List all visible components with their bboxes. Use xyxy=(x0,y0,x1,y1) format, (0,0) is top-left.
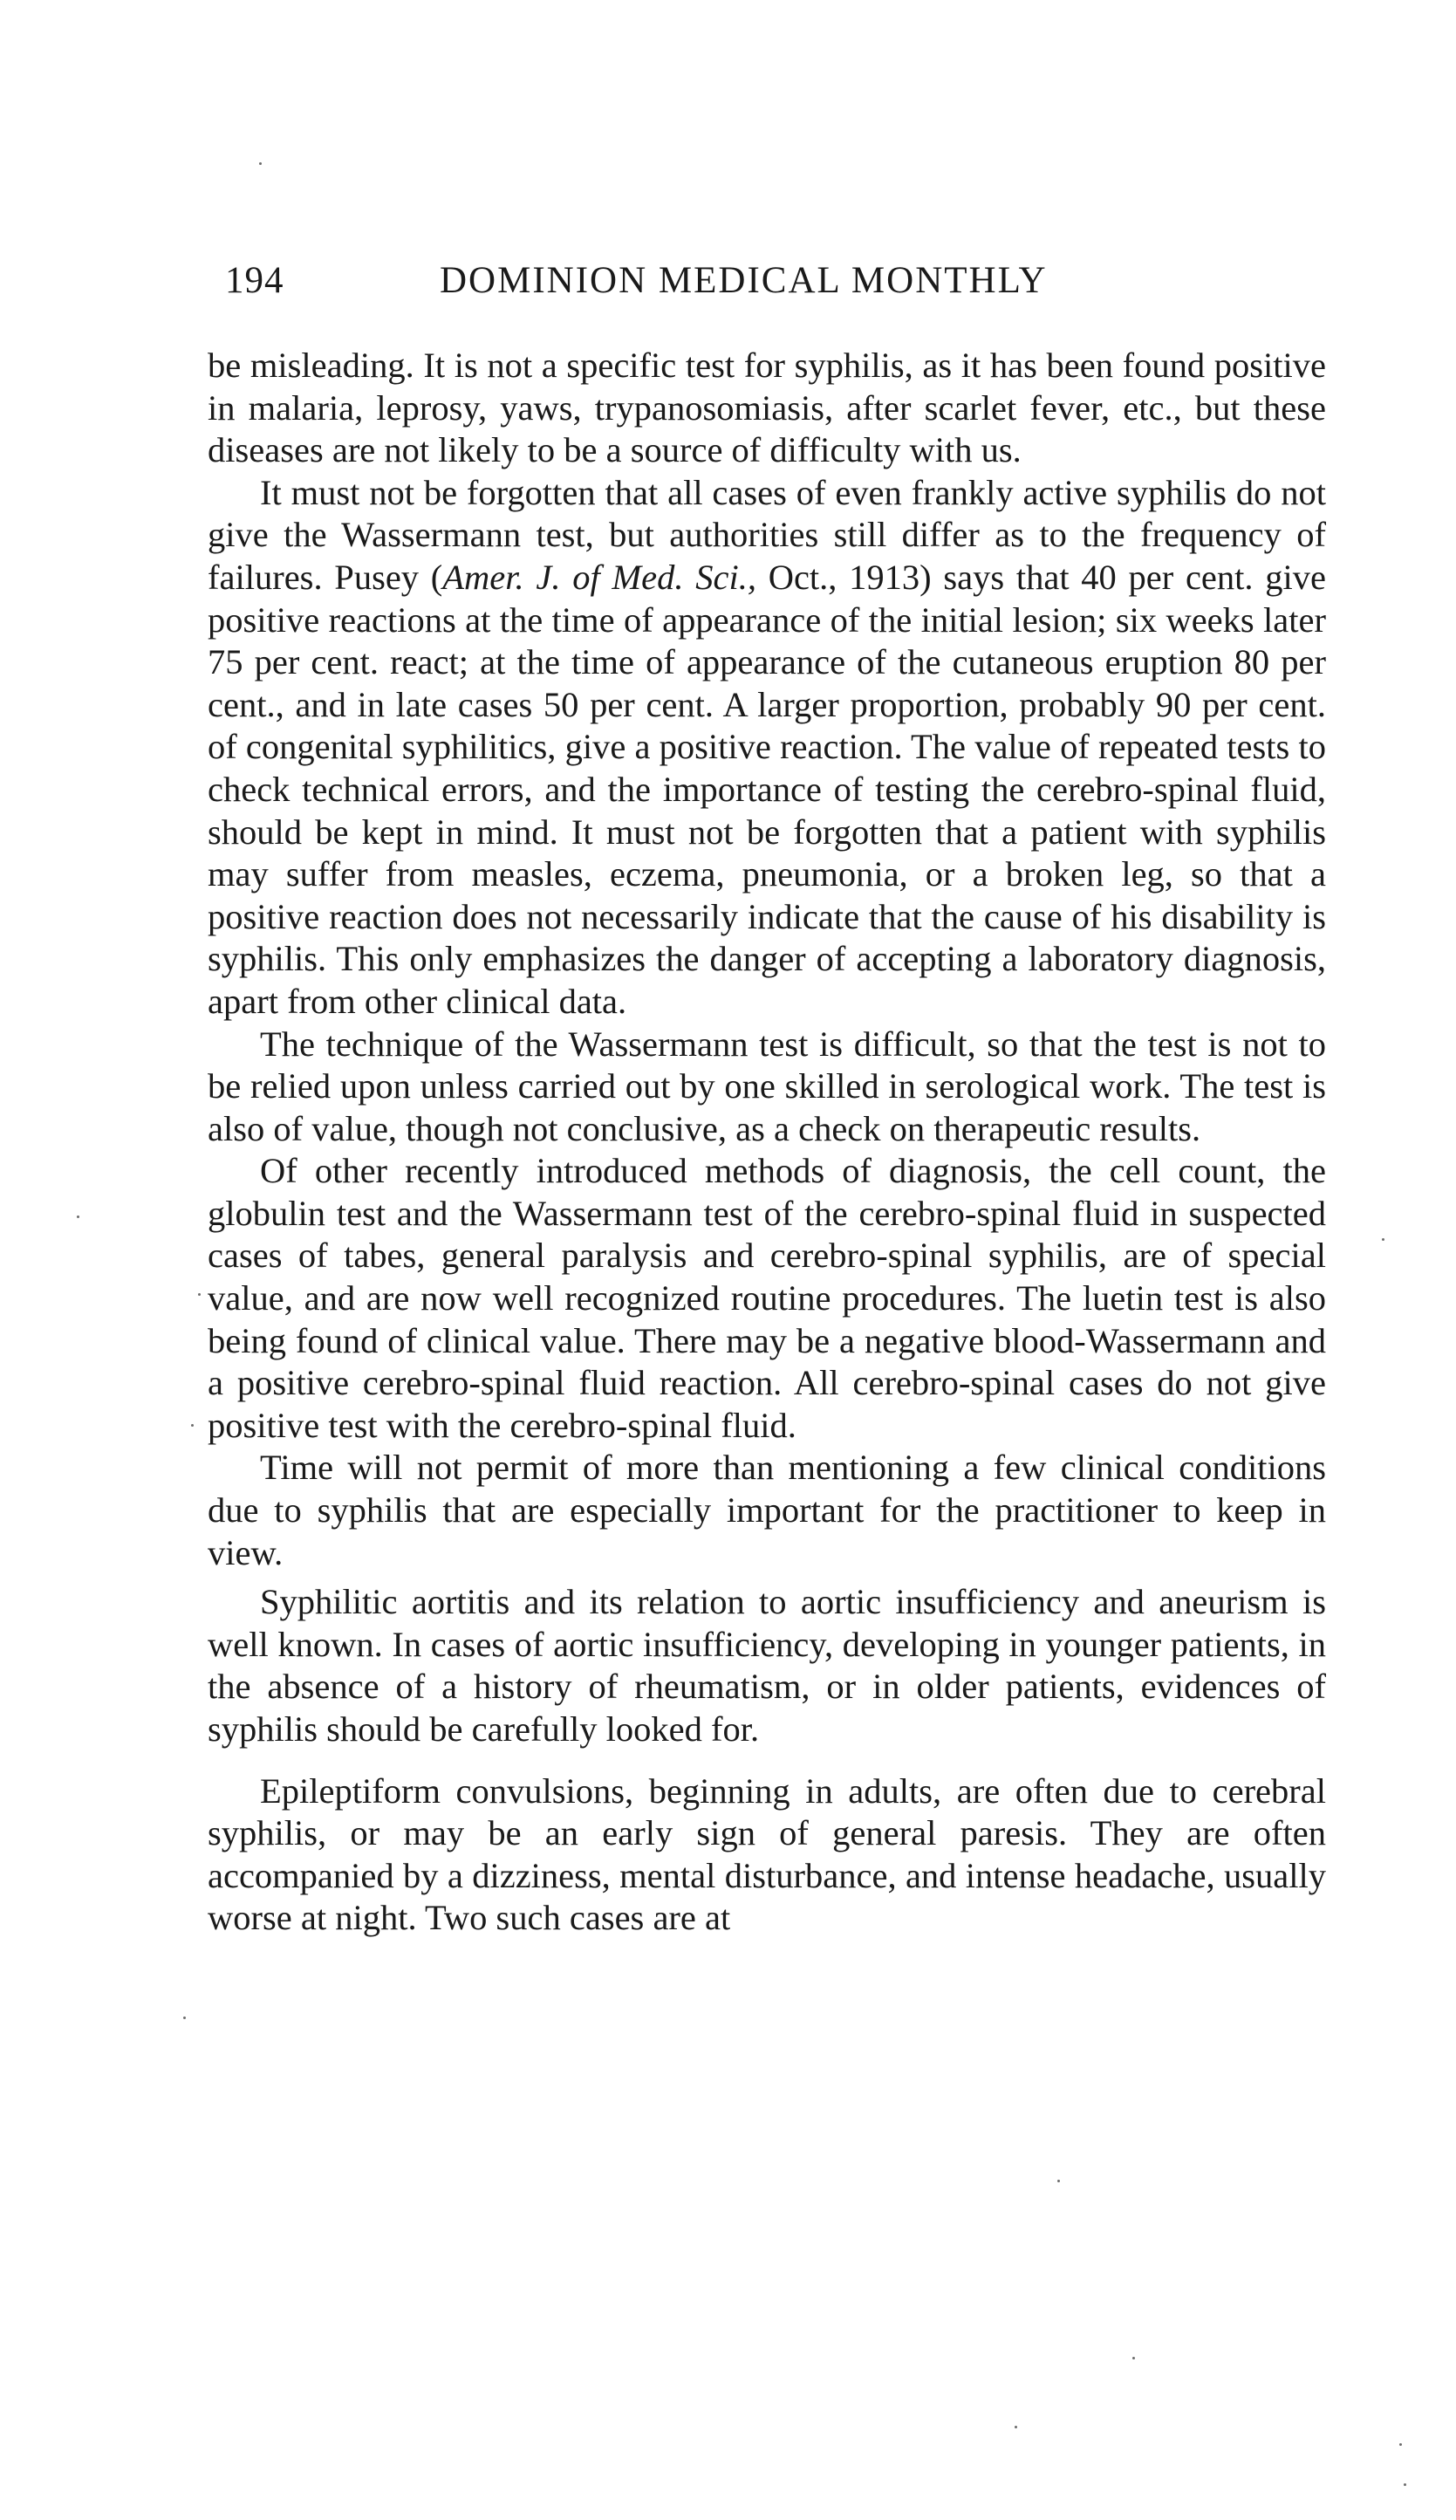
journal-title: DOMINION MEDICAL MONTHLY xyxy=(440,260,1048,301)
scan-speck xyxy=(1399,2443,1402,2446)
running-head xyxy=(225,255,1115,307)
scan-speck xyxy=(1382,1238,1384,1241)
journal-citation: Amer. J. of Med. Sci., xyxy=(442,557,756,597)
paragraph-other-methods: Of other recently introduced methods of diagnosis, the cell count, the globulin test and the Wassermann test of the cerebro-spinal fluid in suspected cases of tabes, general paralysis and cerebro-spinal syphilis, are of special value, and are now well recognized routine procedures. The luetin test is also being found of clinical value. There may be a negative blood-Wassermann and a positive cerebro-spinal fluid reaction. All cerebro-spinal cases do not give positive test with the cerebro-spinal fluid. xyxy=(208,1151,1326,1445)
article-body xyxy=(208,345,1326,1940)
paragraph-wassermann-failures xyxy=(208,472,1326,1024)
scan-speck xyxy=(259,162,262,165)
page-number: 194 xyxy=(225,260,284,301)
scan-speck xyxy=(1015,2426,1017,2428)
scan-speck xyxy=(198,1293,201,1296)
paragraph-continuation: be misleading. It is not a specific test for syphilis, as it has been found positive in malaria, leprosy, yaws, trypanosomiasis, after scarlet fever, etc., but these diseases are not likely to be a source of difficulty with us. xyxy=(208,346,1326,470)
paragraph-text: It must not be forgotten that all cases of even frankly active syphilis do not give the Wassermann test, but authorities still differ as to the frequency of failures. Pusey ( xyxy=(208,472,1326,597)
paragraph-text: Oct., 1913) says that 40 per cent. give positive reactions at the time of appearance of the initial lesion; six weeks later 75 per cent. react; at the time of appearance of the cutaneous eruption 80 per cent., and in late cases 50 per cent. A larger proportion, probably 90 per cent. of congenital syphilitics, give a positive reaction. The value of repeated tests to check technical errors, and the importance of testing the cerebro-spinal fluid, should be kept in mind. It must not be forgotten that a patient with syphilis may suffer from measles, eczema, pneumonia, or a broken leg, so that a positive reaction does not necessarily indicate that the cause of his disability is syphilis. This only emphasizes the danger of accepting a laboratory diagnosis, apart from other clinical data. xyxy=(208,557,1326,1021)
scan-speck xyxy=(1404,2483,1406,2486)
scan-speck xyxy=(191,1424,194,1427)
paragraph-clinical-conditions: Time will not permit of more than mentioning a few clinical conditions due to syphilis that are especially important for the practitioner to keep in view. xyxy=(208,1448,1326,1572)
paragraph-epileptiform-convulsions: Epileptiform convulsions, beginning in adults, are often due to cerebral syphilis, or may be an early sign of general paresis. They are often accompanied by a dizziness, mental disturbance, and intense headache, usually worse at night. Two such cases are at xyxy=(208,1770,1326,1938)
scan-speck xyxy=(1057,2180,1060,2182)
scan-speck xyxy=(183,2017,186,2019)
scan-speck xyxy=(1132,2357,1135,2359)
scan-speck xyxy=(77,1215,79,1218)
paragraph-syphilitic-aortitis: Syphilitic aortitis and its relation to aortic insufficiency and aneurism is well known. In cases of aortic insufficiency, developing in younger patients, in the absence of a history of rheumatism, or in older patients, evidences of syphilis should be carefully looked for. xyxy=(208,1582,1326,1749)
paragraph-test-technique: The technique of the Wassermann test is difficult, so that the test is not to be relied upon unless carried out by one skilled in serological work. The test is also of value, though not conclusive, as a check on therapeutic results. xyxy=(208,1024,1326,1148)
